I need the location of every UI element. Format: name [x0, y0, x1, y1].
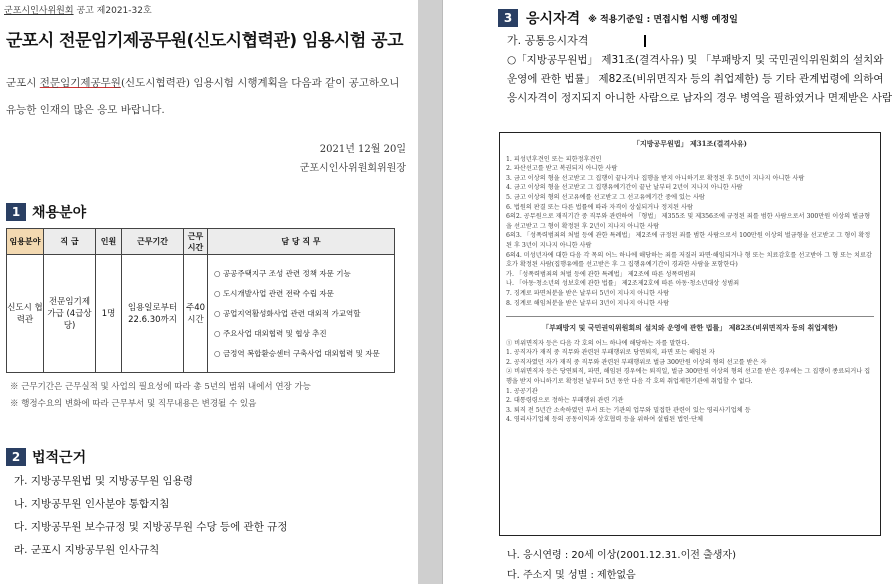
list-item: 6. 법원의 판결 또는 다른 법률에 따라 자격이 상실되거나 정지된 사람: [506, 203, 693, 211]
list-item: 나. 지방공무원 인사분야 통합지침: [14, 498, 170, 510]
list-item: 4. 금고 이상의 형을 선고받고 그 집행유예기간이 끝난 날부터 2년이 지나지 아니한 사람: [506, 184, 743, 192]
col-duties: 담 당 직 무: [208, 229, 395, 255]
list-item: 7. 징계로 파면처분을 받은 날부터 5년이 지나지 아니한 사람: [506, 289, 670, 297]
text-cursor: [644, 35, 646, 47]
notice-date-block: [300, 140, 406, 178]
duty-item: ○ 도시개발사업 관련 전략 수립 자문: [214, 288, 334, 298]
note-item: ※ 근무기간은 근무실적 및 사업의 필요성에 따라 총 5년의 범위 내에서 연장 가능: [10, 382, 311, 392]
col-rank: 직 급: [44, 229, 96, 255]
intro-highlight: 전문임기제공무원: [39, 77, 121, 89]
section1-title: 채용분야: [32, 205, 87, 221]
list-item: 6의2. 공무원으로 재직기간 중 직무와 관련하여 「형법」 제355조 및 제356조에 규정된 죄를 범한 사람으로서 300만원 이상의 벌금형을 선고받고 그 형이 확정된 후 2년이 지나지 아니한 사람: [506, 213, 871, 230]
list-item: 2. 공직자였던 자가 재직 중 직무와 관련된 부패행위로 벌금 300만원 이상의 형의 선고를 받은 자: [506, 358, 767, 366]
list-item: 5. 금고 이상의 형의 선고유예를 선고받고 그 선고유예기간 중에 있는 사람: [506, 193, 705, 201]
qualification-heading: 가. 공통응시자격: [507, 32, 646, 48]
cell-period: 임용일로부터 22.6.30까지: [122, 255, 184, 373]
cell-count: 1명: [96, 255, 122, 373]
list-item: 1. 공공기관: [506, 387, 538, 395]
list-item: 2. 파산선고를 받고 복권되지 아니한 사람: [506, 165, 618, 173]
section2-number: 2: [6, 448, 26, 466]
col-hours: 근무 시간: [184, 229, 208, 255]
age-requirement: 나. 응시연령 : 20세 이상(2001.12.31.이전 출생자): [507, 550, 736, 561]
legal-reference-box: [499, 132, 881, 536]
table-row: [7, 255, 395, 373]
section1-notes: [10, 379, 311, 413]
note-item: ※ 행정수요의 변화에 따라 근무부서 및 직무내용은 변경될 수 있음: [10, 399, 257, 409]
section3-note: ※ 적용기준일 : 면접시험 시행 예정일: [588, 14, 738, 25]
section3-title: 응시자격: [526, 11, 581, 27]
residence-gender-requirement: 다. 주소지 및 성별 : 제한없음: [507, 570, 636, 581]
box-title-2: 「부패방지 및 국민권익위원회의 설치와 운영에 관한 법률」 제82조(비위면직자 등의 취업제한): [506, 316, 874, 333]
section2-title: 법적근거: [32, 450, 87, 466]
job-table-header: [7, 229, 395, 255]
duty-item: ○ 공공주택지구 조성 관련 정책 자문 기능: [214, 268, 351, 278]
list-item: 가. 지방공무원법 및 지방공무원 임용령: [14, 475, 193, 487]
job-table: [6, 228, 395, 373]
document-page-right: [442, 0, 895, 584]
cell-duties: [208, 255, 395, 373]
notice-signer: 군포시인사위원회위원장: [299, 163, 406, 174]
section2-heading: [6, 447, 86, 467]
page-title: 군포시 전문임기제공무원(신도시협력관) 임용시험 공고: [6, 31, 403, 51]
intro-paragraph: 군포시 전문임기제공무원(신도시협력관) 임용시험 시행계획을 다음과 같이 공고하오니 유능한 인재의 많은 응모 바랍니다.: [6, 77, 400, 116]
list-item: 나. 「아동·청소년의 성보호에 관한 법률」 제2조제2호에 따른 아동·청소년대상 성범죄: [506, 280, 740, 288]
section1-heading: [6, 202, 86, 222]
col-field: 임용분야: [7, 229, 44, 255]
col-count: 인원: [96, 229, 122, 255]
notice-header: [4, 3, 152, 16]
list-item: 가. 「성폭력범죄의 처벌 등에 관한 특례법」 제2조에 따른 성폭력범죄: [506, 270, 696, 278]
qualification-paragraph: ○「지방공무원법」 제31조(결격사유) 및 「부패방지 및 국민권익위원회의 설치와 운영에 관한 법률」 제82조(비위면직자 등의 취업제한) 등 기타 관계법령에 의하여 응시자격이 정지되지 아니한 사람으로 남자의 경우 병역을 필하였거나 면제받은 사람: [507, 54, 893, 104]
section3-heading: [498, 8, 738, 28]
list-item: 라. 군포시 지방공무원 인사규칙: [14, 544, 160, 556]
notice-date: 2021년 12월 20일: [319, 144, 406, 155]
duty-item: ○ 금정역 복합환승센터 구축사업 대외협력 및 자문: [214, 348, 380, 358]
cell-rank: 전문임기제 가급 (4급상당): [44, 255, 96, 373]
col-period: 근무기간: [122, 229, 184, 255]
list-item: 2. 대통령령으로 정하는 부패행위 관련 기관: [506, 397, 624, 405]
section1-number: 1: [6, 203, 26, 221]
list-item: 1. 피성년후견인 또는 피한정후견인: [506, 155, 602, 163]
document-page-left: [0, 0, 418, 584]
list-item: 8. 징계로 해임처분을 받은 날부터 3년이 지나지 아니한 사람: [506, 299, 670, 307]
list-item: 1. 공직자가 재직 중 직무와 관련된 부패행위로 당연퇴직, 파면 또는 해임된 자: [506, 349, 715, 357]
list-item: 다. 지방공무원 보수규정 및 지방공무원 수당 등에 관한 규정: [14, 521, 288, 533]
org-name: 군포시인사위원회: [4, 6, 74, 16]
cell-hours: 주40 시간: [184, 255, 208, 373]
list-item: ② 비위면직자 등은 당연퇴직, 파면, 해임된 경우에는 퇴직일, 벌금 300만원 이상의 형의 선고를 받은 경우에는 그 집행이 종료되거나 집행을 받지 아니하기로 확정된 날부터 5년 동안 다음 각 호의 취업제한기관에 취업할 수 없다.: [506, 368, 871, 386]
box-title-1: 「지방공무원법」 제31조(결격사유): [633, 139, 747, 148]
list-item: 6의3. 「성폭력범죄의 처벌 등에 관한 특례법」 제2조에 규정된 죄를 범한 사람으로서 100만원 이상의 벌금형을 선고받고 그 형이 확정된 후 3년이 지나지 아니한 사람: [506, 232, 871, 249]
duty-item: ○ 주요사업 대외협력 및 협상 추진: [214, 328, 327, 338]
list-item: 4. 영리사기업체 등의 공동이익과 상호협력 등을 위하여 설립된 법인·단체: [506, 416, 703, 424]
duty-item: ○ 공업지역활성화사업 관련 대외적 가교역할: [214, 308, 361, 318]
list-item: 3. 금고 이상의 형을 선고받고 그 집행이 끝나거나 집행을 받지 아니하기로 확정된 후 5년이 지나지 아니한 사람: [506, 174, 805, 182]
section3-number: 3: [498, 9, 518, 27]
law-list: [14, 470, 287, 562]
list-item: ① 비위면직자 등은 다음 각 호의 어느 하나에 해당하는 자를 말한다.: [506, 339, 690, 347]
notice-number: 공고 제2021-32호: [76, 6, 152, 16]
cell-field: 신도시 협력관: [7, 255, 44, 373]
list-item: 3. 퇴직 전 5년간 소속하였던 부서 또는 기관의 업무와 밀접한 관련이 있는 영리사기업체 등: [506, 406, 751, 414]
list-item: 6의4. 미성년자에 대한 다음 각 목의 어느 하나에 해당하는 죄를 저질러 파면·해임되거나 형 또는 치료감호를 선고받아 그 형 또는 치료감호가 확정된 사람(집행유예를 선고받은 후 그 집행유예기간이 경과한 사람을 포함한다): [506, 251, 872, 269]
